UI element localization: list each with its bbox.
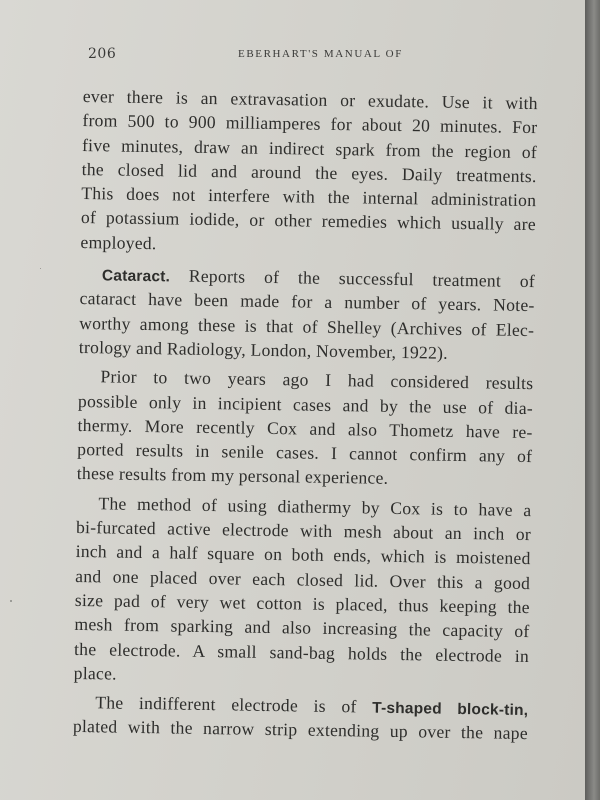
text-line: employed. xyxy=(80,231,157,253)
paragraph-method xyxy=(74,491,532,692)
text-line: mesh from sparking and also increasing the capacity of xyxy=(74,614,530,642)
text-line: the closed lid and around the eyes. Daily treatments. xyxy=(81,158,537,187)
text-line: these results from my personal experience. xyxy=(76,463,389,489)
text-fragment: The indifferent electrode is of xyxy=(95,692,373,717)
text-line: ported results in senile cases. I cannot confirm any of xyxy=(77,439,533,467)
paper-speck xyxy=(10,600,12,602)
page-number: 206 xyxy=(88,46,117,62)
text-line: thermy. More recently Cox and also Thometz have re- xyxy=(77,414,533,442)
text-line: possible only in incipient cases and by the use of dia- xyxy=(77,390,534,418)
page-header xyxy=(88,46,528,66)
text-line: five minutes, draw an indirect spark from the region of xyxy=(81,134,538,162)
bold-term: T-shaped block-tin, xyxy=(372,699,529,720)
text-line: The method of using diathermy by Cox is to have a xyxy=(98,493,532,520)
body-text xyxy=(73,84,538,746)
paragraph-prior xyxy=(77,364,534,493)
text-line: inch and a half square on both ends, which is moistened xyxy=(75,541,531,569)
text-line: from 500 to 900 milliamperes for about 20 minutes. For xyxy=(82,110,538,138)
paper-speck xyxy=(40,268,41,269)
text-line: and one placed over each closed lid. Over this a good xyxy=(75,565,531,593)
text-line: place. xyxy=(73,662,117,684)
running-head: EBERHART'S MANUAL OF xyxy=(238,48,403,60)
text-line: ever there is an extravasation or exudate. Use it with xyxy=(82,85,538,114)
paragraph-cataract xyxy=(79,262,535,366)
text-line: worthy among these is that of Shelley (Archives of Elec- xyxy=(79,312,535,340)
page-edge xyxy=(585,0,600,800)
text-line: trology and Radiology, London, November, 1922). xyxy=(78,336,449,363)
text-fragment: Reports of the successful treatment of xyxy=(169,265,536,292)
text-line: of potassium iodide, or other remedies which usually are xyxy=(80,207,537,235)
text-line: This does not interfere with the internal administration xyxy=(81,183,537,211)
text-line: bi-furcated active electrode with mesh about an inch or xyxy=(75,516,532,545)
text-line: cataract have been made for a number of years. Note- xyxy=(79,288,535,316)
paragraph-indifferent xyxy=(73,690,529,746)
section-heading-cataract: Cataract. xyxy=(101,267,171,286)
text-line: Prior to two years ago I had considered results xyxy=(100,366,534,394)
text-line: size pad of very wet cotton is placed, thus keeping the xyxy=(74,589,530,618)
text-line: the electrode. A small sand-bag holds the electrode in xyxy=(73,638,530,666)
text-line: plated with the narrow strip extending up over the nape xyxy=(72,716,529,744)
paragraph-continuation xyxy=(80,84,538,261)
